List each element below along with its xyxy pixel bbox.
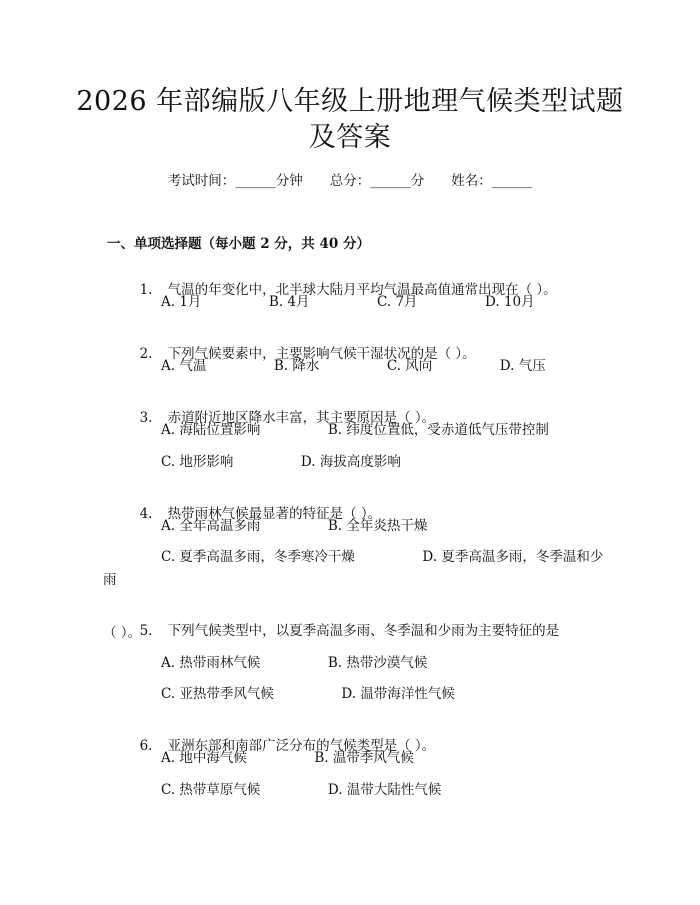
question-5-text-wrap: （ ）。 (103, 625, 142, 641)
question-4-options-row2: C. 夏季高温多雨，冬季寒冷干燥 D. 夏季高温多雨，冬季温和少 (161, 549, 604, 565)
question-number: 4. (139, 506, 153, 522)
question-3-options-row1: A. 海陆位置影响 B. 纬度位置低，受赤道低气压带控制 (161, 422, 549, 438)
question-number: 5. (139, 623, 153, 639)
question-1-options: A. 1月 B. 4月 C. 7月 D. 10月 (161, 294, 535, 310)
question-number: 2. (139, 346, 153, 362)
question-text: 亚洲东部和南部广泛分布的气候类型是（ ）。 (167, 738, 436, 754)
document-title-line2: 及答案 (308, 122, 392, 153)
question-5 (131, 601, 559, 641)
document-title-line1: 2026 年部编版八年级上册地理气候类型试题 (76, 86, 624, 117)
question-text: 下列气候要素中，主要影响气候干湿状况的是（ ）。 (167, 346, 476, 362)
question-number: 3. (139, 410, 153, 426)
question-5-options-row1: A. 热带雨林气候 B. 热带沙漠气候 (161, 655, 428, 671)
question-text: 热带雨林气候最显著的特征是（ ）。 (167, 506, 382, 522)
question-text: 下列气候类型中，以夏季高温多雨、冬季温和少雨为主要特征的是 (167, 623, 560, 639)
question-5-options-row2: C. 亚热带季风气候 D. 温带海洋性气候 (161, 686, 455, 702)
question-text: 赤道附近地区降水丰富，其主要原因是（ ）。 (167, 410, 436, 426)
question-3-options-row2: C. 地形影响 D. 海拔高度影响 (161, 454, 401, 470)
exam-meta-info: 考试时间：______分钟 总分：______分 姓名：______ (167, 173, 533, 189)
question-4-options-row1: A. 全年高温多雨 B. 全年炎热干燥 (161, 518, 428, 534)
question-number: 1. (139, 282, 153, 298)
question-text: 气温的年变化中，北半球大陆月平均气温最高值通常出现在（ ）。 (167, 282, 557, 298)
question-2-options: A. 气温 B. 降水 C. 风向 D. 气压 (161, 358, 546, 374)
section-heading: 一、单项选择题（每小题 2 分，共 40 分） (107, 236, 370, 252)
question-6-options-row1: A. 地中海气候 B. 温带季风气候 (161, 750, 414, 766)
question-6-options-row2: C. 热带草原气候 D. 温带大陆性气候 (161, 782, 442, 798)
question-4-options-wrap: 雨 (103, 572, 117, 588)
question-number: 6. (139, 738, 153, 754)
